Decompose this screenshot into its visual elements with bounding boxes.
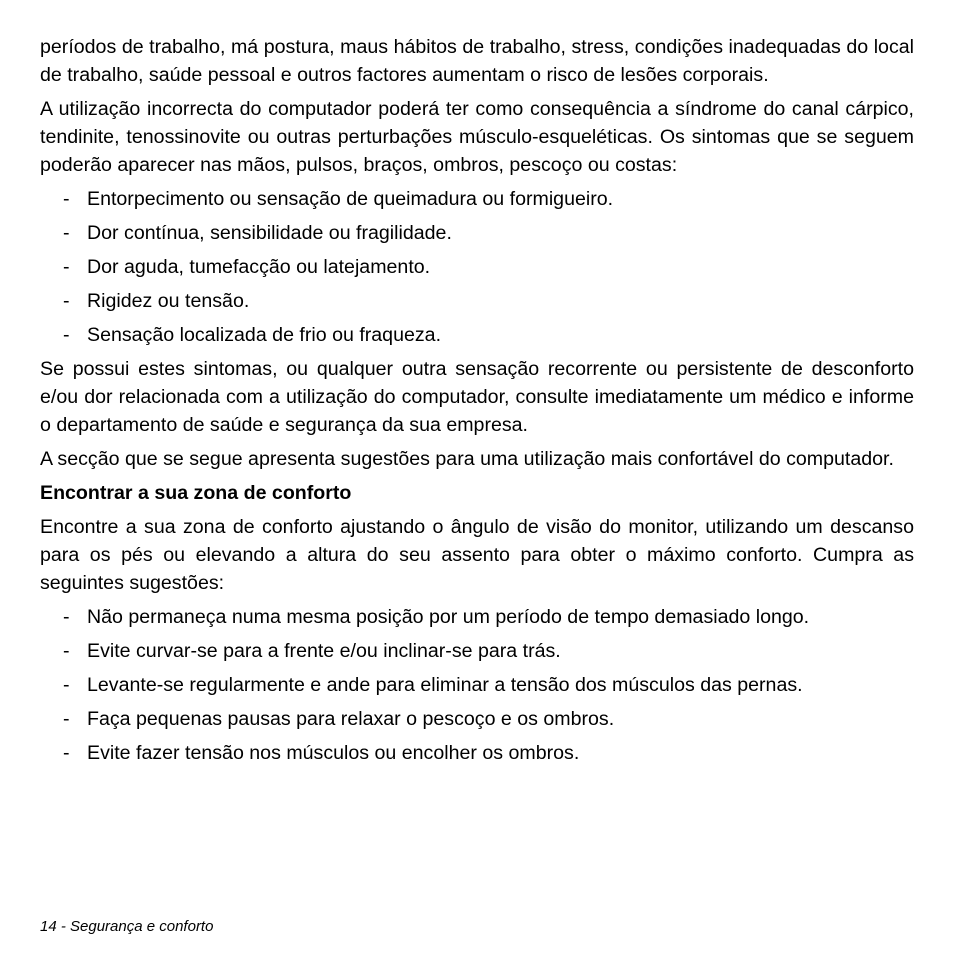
paragraph-comfort-zone: Encontre a sua zona de conforto ajustando o ângulo de visão do monitor, utilizando um descanso para os pés ou elevando a altura do seu assento para obter o máximo conforto. Cumpra as seguintes sugestões: [40,516,914,594]
dash-bullet: - [63,742,70,764]
dash-bullet: - [63,708,70,730]
list-item: - Levante-se regularmente e ande para eliminar a tensão dos músculos das pernas. [40,671,914,699]
list-item: - Evite curvar-se para a frente e/ou inclinar-se para trás. [40,637,914,665]
list-item: - Rigidez ou tensão. [40,287,914,315]
list-item: - Dor contínua, sensibilidade ou fragilidade. [40,219,914,247]
dash-bullet: - [63,324,70,346]
list-item: - Dor aguda, tumefacção ou latejamento. [40,253,914,281]
dash-bullet: - [63,290,70,312]
dash-bullet: - [63,640,70,662]
paragraph-consult: Se possui estes sintomas, ou qualquer outra sensação recorrente ou persistente de desconforto e/ou dor relacionada com a utilização do computador, consulte imediatamente um médico e informe o departamento de saúde e segurança da sua empresa. [40,358,914,436]
suggestions-list [40,603,914,767]
paragraph-risks: A utilização incorrecta do computador poderá ter como consequência a síndrome do canal cárpico, tendinite, tenossinovite ou outras perturbações músculo-esqueléticas. Os sintomas que se seguem poderão aparecer nas mãos, pulsos, braços, ombros, pescoço ou costas: [40,98,914,176]
list-item: - Evite fazer tensão nos músculos ou encolher os ombros. [40,739,914,767]
list-item: - Entorpecimento ou sensação de queimadura ou formigueiro. [40,185,914,213]
list-item: - Não permaneça numa mesma posição por um período de tempo demasiado longo. [40,603,914,631]
page-body [40,33,914,773]
paragraph-next-section: A secção que se segue apresenta sugestões para uma utilização mais confortável do computador. [40,448,894,470]
dash-bullet: - [63,222,70,244]
section-heading: Encontrar a sua zona de conforto [40,482,352,504]
symptoms-list [40,185,914,349]
paragraph-intro: períodos de trabalho, má postura, maus hábitos de trabalho, stress, condições inadequadas do local de trabalho, saúde pessoal e outros factores aumentam o risco de lesões corporais. [40,36,914,86]
page-footer: 14 - Segurança e conforto [40,918,214,935]
dash-bullet: - [63,674,70,696]
dash-bullet: - [63,256,70,278]
list-item: - Faça pequenas pausas para relaxar o pescoço e os ombros. [40,705,914,733]
list-item: - Sensação localizada de frio ou fraqueza. [40,321,914,349]
dash-bullet: - [63,188,70,210]
dash-bullet: - [63,606,70,628]
